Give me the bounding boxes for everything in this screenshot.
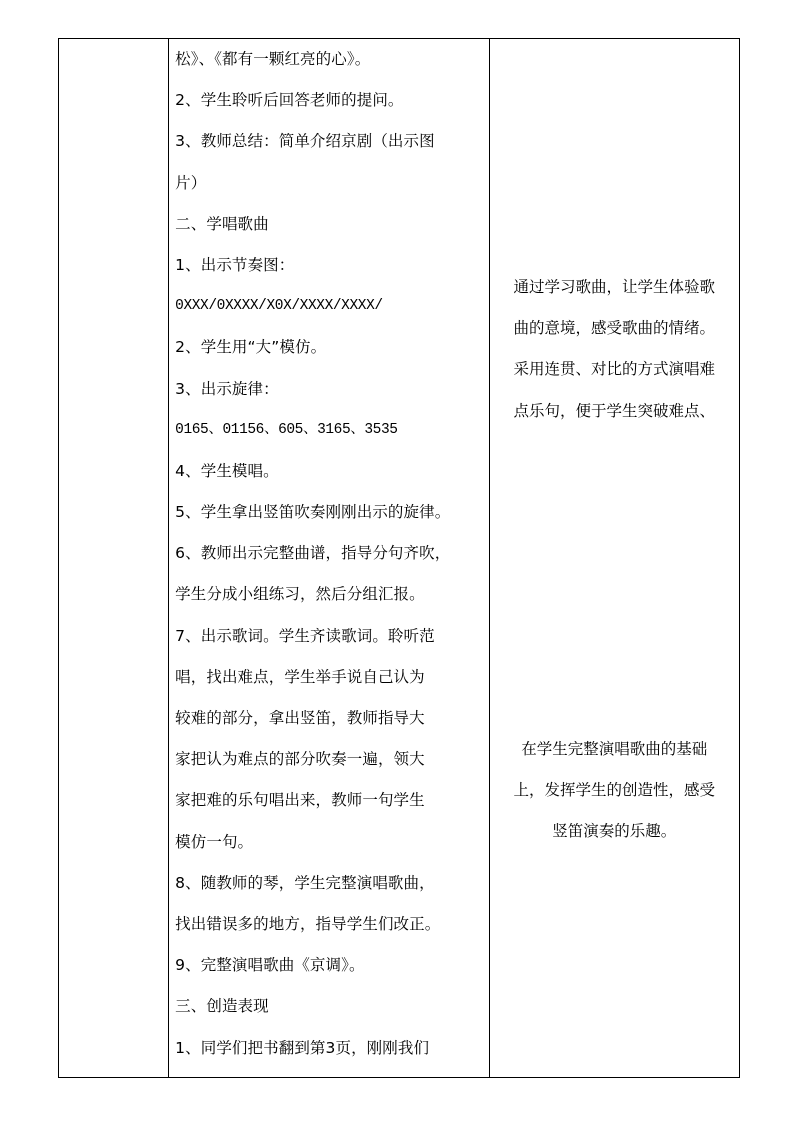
- step-line: 6、教师出示完整曲谱，指导分句齐吹，: [175, 544, 451, 563]
- step-line: 松》、《都有一颗红亮的心》。: [175, 50, 371, 68]
- rhythm-pattern: 0XXX/0XXXX/X0X/XXXX/XXXX/: [175, 298, 383, 315]
- step-line: 家把难的乐句唱出来，教师一句学生: [175, 791, 425, 810]
- step-line: 9、完整演唱歌曲《京调》。: [175, 956, 365, 975]
- section-label-cell: [59, 39, 169, 1078]
- step-line: 模仿一句。: [175, 832, 254, 851]
- table-row: [59, 39, 740, 1078]
- step-line: 学生分成小组练习，然后分组汇报。: [175, 585, 425, 604]
- section-heading: 二、学唱歌曲: [175, 214, 269, 233]
- step-line: 3、教师总结：简单介绍京剧（出示图: [175, 132, 435, 151]
- design-note: [490, 267, 739, 432]
- step-line: 找出错误多的地方，指导学生们改正。: [175, 914, 441, 933]
- melody-notation: 0165、01156、605、3165、3535: [175, 421, 398, 438]
- step-line: 1、出示节奏图：: [175, 255, 295, 274]
- step-line: 唱，找出难点，学生举手说自己认为: [175, 667, 425, 686]
- step-line: 8、随教师的琴，学生完整演唱歌曲，: [175, 873, 435, 892]
- note-line: 上，发挥学生的创造性，感受: [513, 781, 716, 800]
- lesson-plan-table: [58, 38, 740, 1078]
- note-line: 竖笛演奏的乐趣。: [552, 822, 677, 841]
- section-heading: 三、创造表现: [175, 997, 269, 1016]
- note-line: 在学生完整演唱歌曲的基础: [521, 740, 708, 758]
- step-line: 2、学生聆听后回答老师的提问。: [175, 91, 404, 110]
- step-line: 5、学生拿出竖笛吹奏刚刚出示的旋律。: [175, 503, 451, 522]
- teaching-steps-list: [169, 39, 488, 1069]
- step-line: 1、同学们把书翻到第3页，刚刚我们: [175, 1038, 430, 1057]
- step-line: 较难的部分，拿出竖笛，教师指导大: [175, 709, 425, 727]
- note-line: 点乐句，便于学生突破难点、: [513, 401, 716, 420]
- note-line: 采用连贯、对比的方式演唱难: [513, 360, 716, 379]
- step-line: 2、学生用“大”模仿。: [175, 338, 327, 357]
- step-line: 7、出示歌词。学生齐读歌词。聆听范: [175, 626, 435, 645]
- step-line: 家把认为难点的部分吹奏一遍，领大: [175, 750, 425, 769]
- design-intent-cell: [489, 39, 739, 1078]
- note-line: 通过学习歌曲，让学生体验歌: [513, 278, 716, 296]
- teaching-process-cell: [169, 39, 489, 1078]
- step-line: 3、出示旋律：: [175, 379, 279, 398]
- step-line: 片）: [175, 173, 207, 192]
- note-line: 曲的意境，感受歌曲的情绪。: [513, 319, 716, 338]
- design-note: [490, 729, 739, 853]
- step-line: 4、学生模唱。: [175, 461, 279, 480]
